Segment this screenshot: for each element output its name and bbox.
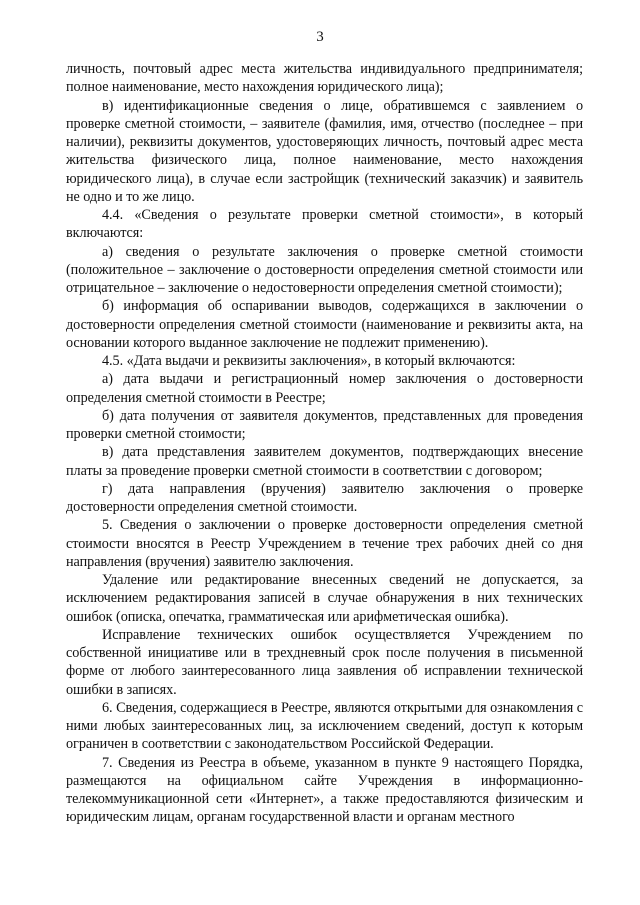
paragraph-no-deletion: Удаление или редактирование внесенных сведений не допускается, за исключением редактирования записей в случае обнаружения в них технических ошибок (описка, опечатка, грамматическая или арифметическая ошибка).: [66, 572, 583, 625]
paragraph-item-v-applicant-info: в) идентификационные сведения о лице, обратившемся с заявлением о проверке сметной стоимости, – заявителе (фамилия, имя, отчество (последнее – при наличии), реквизиты документов, удостоверяющих личность, почтовый адрес места жительства физического лица, полное наименование, место нахождения юридического лица), в случае если застройщик (технический заказчик) и заявитель не одно и то же лицо.: [66, 97, 583, 205]
paragraph-section-7: 7. Сведения из Реестра в объеме, указанном в пункте 9 настоящего Порядка, размещаются на официальном сайте Учреждения в информационно-телекоммуникационной сети «Интернет», а также предоставляются физическим и юридическим лицам, органам государственной власти и органам местного: [66, 754, 583, 826]
paragraph-section-4-5: 4.5. «Дата выдачи и реквизиты заключения», в который включаются:: [102, 353, 516, 369]
paragraph-section-5: 5. Сведения о заключении о проверке достоверности определения сметной стоимости вносятся в Реестр Учреждением в течение трех рабочих дней со дня направления (вручения) заявителю заключения.: [66, 517, 583, 570]
paragraph-item-g-delivery-date: г) дата направления (вручения) заявителю заключения о проверке достоверности определения сметной стоимости.: [66, 480, 583, 515]
paragraph-section-6: 6. Сведения, содержащиеся в Реестре, являются открытыми для ознакомления с ними любых заинтересованных лиц, за исключением сведений, доступ к которым ограничен в соответствии с законодательством Российской Федерации.: [66, 699, 583, 753]
paragraph-item-b-receipt-date: б) дата получения от заявителя документов, представленных для проведения проверки сметной стоимости;: [66, 407, 583, 442]
paragraph-item-a-issue-date: а) дата выдачи и регистрационный номер заключения о достоверности определения сметной стоимости в Реестре;: [66, 371, 583, 406]
paragraph-item-a-result: а) сведения о результате заключения о проверке сметной стоимости (положительное – заключение о достоверности определения сметной стоимости или отрицательное – заключение о недостоверности определения сметной стоимости);: [66, 243, 583, 296]
document-body: [66, 60, 583, 827]
paragraph-error-correction: Исправление технических ошибок осуществляется Учреждением по собственной инициативе или в трехдневный срок после получения в письменной форме от любого заинтересованного лица заявления об исправлении технической ошибки в записях.: [66, 626, 583, 698]
page-number: 3: [316, 29, 324, 45]
paragraph-continuation: личность, почтовый адрес места жительства индивидуального предпринимателя; полное наименование, место нахождения юридического лица);: [66, 61, 583, 96]
paragraph-item-v-payment-date: в) дата представления заявителем документов, подтверждающих внесение платы за проведение проверки сметной стоимости в соответствии с договором;: [66, 444, 583, 479]
paragraph-section-4-4: 4.4. «Сведения о результате проверки сметной стоимости», в который включаются:: [66, 207, 583, 242]
paragraph-item-b-dispute: б) информация об оспаривании выводов, содержащихся в заключении о достоверности определения сметной стоимости (наименование и реквизиты акта, на основании которого выданное заключение не подлежит применению).: [66, 298, 583, 351]
